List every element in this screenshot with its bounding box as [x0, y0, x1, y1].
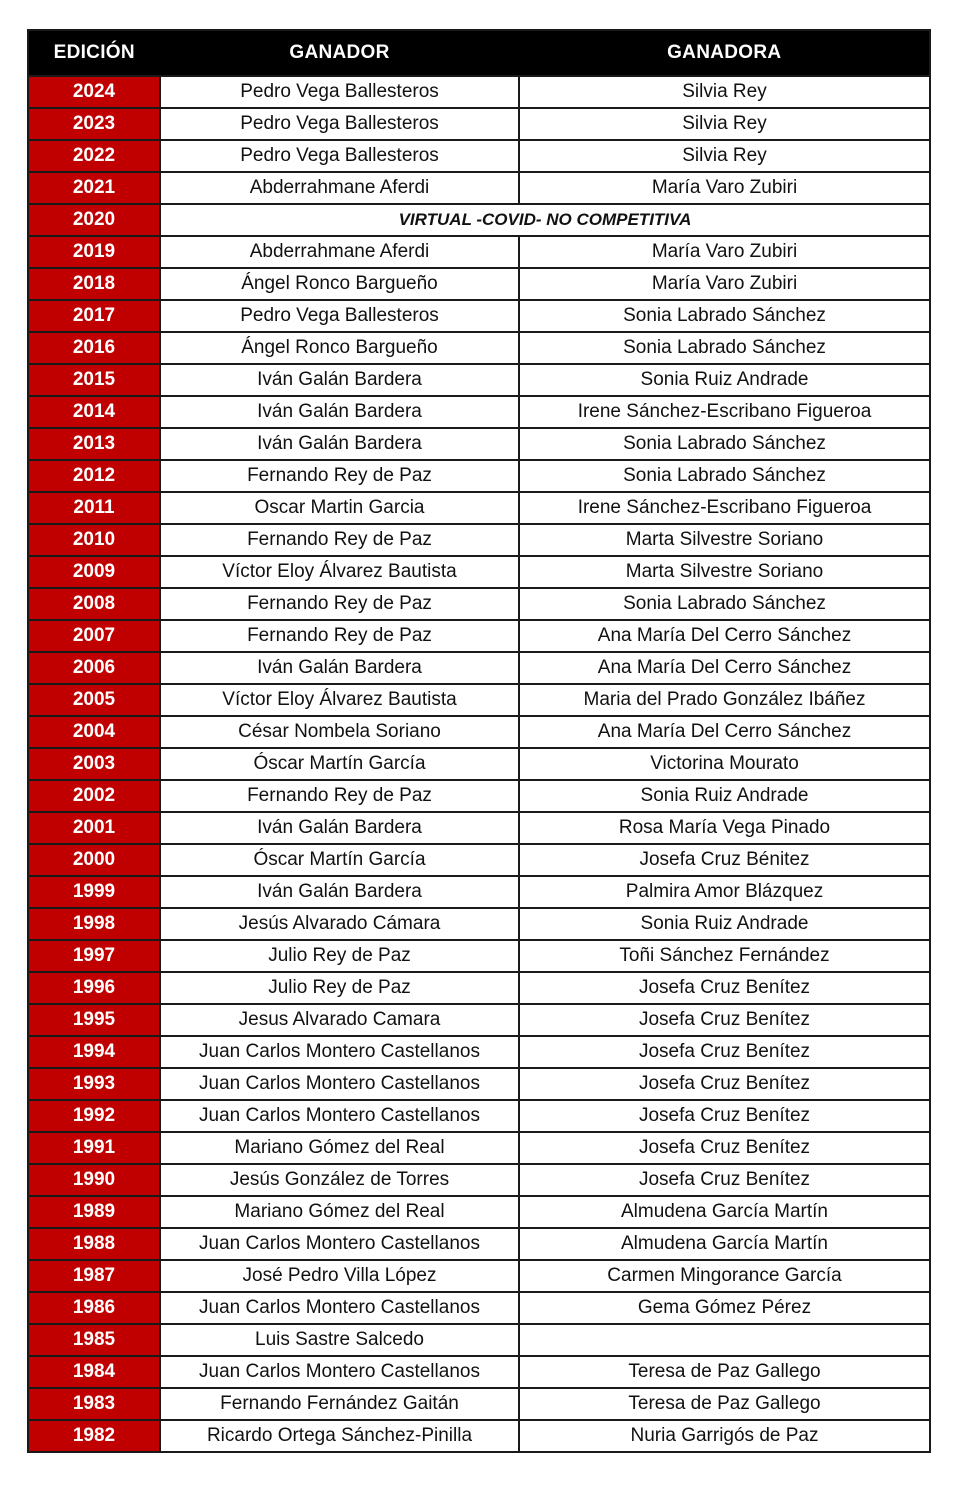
table-row [28, 1068, 930, 1100]
edition-year: 2003 [28, 748, 160, 780]
winner-female: Ana María Del Cerro Sánchez [519, 652, 930, 684]
edition-year: 2001 [28, 812, 160, 844]
edition-year: 1991 [28, 1132, 160, 1164]
table-row [28, 1292, 930, 1324]
winner-male: Fernando Rey de Paz [160, 780, 519, 812]
winner-male: Juan Carlos Montero Castellanos [160, 1100, 519, 1132]
winner-female: Maria del Prado González Ibáñez [519, 684, 930, 716]
edition-year: 2002 [28, 780, 160, 812]
winner-male: José Pedro Villa López [160, 1260, 519, 1292]
table-row [28, 172, 930, 204]
winner-female: Sonia Labrado Sánchez [519, 588, 930, 620]
winner-female: Victorina Mourato [519, 748, 930, 780]
winner-female: Teresa de Paz Gallego [519, 1388, 930, 1420]
winner-female: Marta Silvestre Soriano [519, 524, 930, 556]
table-row [28, 748, 930, 780]
table-row [28, 460, 930, 492]
winner-male: Fernando Fernández Gaitán [160, 1388, 519, 1420]
header-row [28, 30, 930, 76]
edition-year: 1987 [28, 1260, 160, 1292]
header-ganadora: GANADORA [519, 30, 930, 76]
edition-year: 2004 [28, 716, 160, 748]
header-ganador: GANADOR [160, 30, 519, 76]
edition-year: 1985 [28, 1324, 160, 1356]
winner-male: Fernando Rey de Paz [160, 620, 519, 652]
edition-year: 2022 [28, 140, 160, 172]
winner-male: Pedro Vega Ballesteros [160, 76, 519, 108]
table-row [28, 972, 930, 1004]
winner-female: Josefa Cruz Benítez [519, 1036, 930, 1068]
table-row [28, 620, 930, 652]
edition-year: 1997 [28, 940, 160, 972]
winner-female: Ana María Del Cerro Sánchez [519, 716, 930, 748]
table-row [28, 1260, 930, 1292]
edition-year: 2009 [28, 556, 160, 588]
edition-year: 2010 [28, 524, 160, 556]
winners-table [27, 29, 931, 1453]
winner-male: Jesús González de Torres [160, 1164, 519, 1196]
edition-note: VIRTUAL -COVID- NO COMPETITIVA [160, 204, 930, 236]
edition-year: 2019 [28, 236, 160, 268]
table-row [28, 1100, 930, 1132]
edition-year: 2005 [28, 684, 160, 716]
winner-male: Óscar Martín García [160, 748, 519, 780]
edition-year: 1986 [28, 1292, 160, 1324]
edition-year: 2020 [28, 204, 160, 236]
winner-female: Sonia Ruiz Andrade [519, 780, 930, 812]
table-row [28, 1324, 930, 1356]
edition-year: 1992 [28, 1100, 160, 1132]
winner-male: Iván Galán Bardera [160, 812, 519, 844]
winner-female: Marta Silvestre Soriano [519, 556, 930, 588]
winner-female: Sonia Ruiz Andrade [519, 364, 930, 396]
table-row [28, 524, 930, 556]
winner-female: Ana María Del Cerro Sánchez [519, 620, 930, 652]
table-row [28, 204, 930, 236]
edition-year: 1993 [28, 1068, 160, 1100]
winner-male: Juan Carlos Montero Castellanos [160, 1292, 519, 1324]
table-row [28, 780, 930, 812]
winner-female: Rosa María Vega Pinado [519, 812, 930, 844]
winner-male: Óscar Martín García [160, 844, 519, 876]
table-row [28, 492, 930, 524]
table-row [28, 140, 930, 172]
winner-female: Silvia Rey [519, 76, 930, 108]
table-row [28, 844, 930, 876]
winner-male: Fernando Rey de Paz [160, 460, 519, 492]
table-row [28, 1420, 930, 1452]
winner-female: Teresa de Paz Gallego [519, 1356, 930, 1388]
winner-male: Iván Galán Bardera [160, 364, 519, 396]
edition-year: 1984 [28, 1356, 160, 1388]
winner-male: Abderrahmane Aferdi [160, 236, 519, 268]
winner-male: Juan Carlos Montero Castellanos [160, 1228, 519, 1260]
winner-male: Jesus Alvarado Camara [160, 1004, 519, 1036]
table-row [28, 332, 930, 364]
table-row [28, 428, 930, 460]
winner-male: Juan Carlos Montero Castellanos [160, 1356, 519, 1388]
table-row [28, 716, 930, 748]
table-row [28, 556, 930, 588]
winner-male: Julio Rey de Paz [160, 972, 519, 1004]
table-row [28, 1132, 930, 1164]
edition-year: 1995 [28, 1004, 160, 1036]
winner-female: Josefa Cruz Benítez [519, 1164, 930, 1196]
winner-female: Toñi Sánchez Fernández [519, 940, 930, 972]
table-row [28, 1196, 930, 1228]
table-body [28, 76, 930, 1452]
winner-female: Sonia Labrado Sánchez [519, 460, 930, 492]
winner-male: Ángel Ronco Bargueño [160, 332, 519, 364]
winner-male: Julio Rey de Paz [160, 940, 519, 972]
winner-male: Mariano Gómez del Real [160, 1132, 519, 1164]
winner-male: Luis Sastre Salcedo [160, 1324, 519, 1356]
winner-male: Iván Galán Bardera [160, 652, 519, 684]
winner-female: Sonia Ruiz Andrade [519, 908, 930, 940]
edition-year: 2007 [28, 620, 160, 652]
table-row [28, 76, 930, 108]
edition-year: 2017 [28, 300, 160, 332]
edition-year: 1998 [28, 908, 160, 940]
table-row [28, 908, 930, 940]
table-row [28, 940, 930, 972]
winner-female: Sonia Labrado Sánchez [519, 300, 930, 332]
winner-female: Josefa Cruz Benítez [519, 1068, 930, 1100]
winner-female: Josefa Cruz Benítez [519, 1004, 930, 1036]
winner-male: Ricardo Ortega Sánchez-Pinilla [160, 1420, 519, 1452]
table-row [28, 1164, 930, 1196]
edition-year: 1999 [28, 876, 160, 908]
winner-female: Sonia Labrado Sánchez [519, 332, 930, 364]
winner-male: Iván Galán Bardera [160, 876, 519, 908]
winner-female: Josefa Cruz Benítez [519, 1100, 930, 1132]
winner-female: Josefa Cruz Benítez [519, 972, 930, 1004]
winner-female: Almudena García Martín [519, 1196, 930, 1228]
winner-female: Nuria Garrigós de Paz [519, 1420, 930, 1452]
winner-male: Mariano Gómez del Real [160, 1196, 519, 1228]
winner-male: Víctor Eloy Álvarez Bautista [160, 684, 519, 716]
edition-year: 2014 [28, 396, 160, 428]
winner-male: César Nombela Soriano [160, 716, 519, 748]
winner-male: Iván Galán Bardera [160, 396, 519, 428]
winner-female: Almudena García Martín [519, 1228, 930, 1260]
header-edicion: EDICIÓN [28, 30, 160, 76]
edition-year: 2023 [28, 108, 160, 140]
table-row [28, 1388, 930, 1420]
edition-year: 2013 [28, 428, 160, 460]
winner-female: Gema Gómez Pérez [519, 1292, 930, 1324]
winner-male: Fernando Rey de Paz [160, 524, 519, 556]
edition-year: 2011 [28, 492, 160, 524]
winner-female: Josefa Cruz Bénitez [519, 844, 930, 876]
table-row [28, 236, 930, 268]
table-row [28, 108, 930, 140]
winner-male: Jesús Alvarado Cámara [160, 908, 519, 940]
edition-year: 2008 [28, 588, 160, 620]
table-row [28, 684, 930, 716]
winner-female: Sonia Labrado Sánchez [519, 428, 930, 460]
edition-year: 2012 [28, 460, 160, 492]
edition-year: 1988 [28, 1228, 160, 1260]
edition-year: 1990 [28, 1164, 160, 1196]
winner-male: Iván Galán Bardera [160, 428, 519, 460]
winner-male: Fernando Rey de Paz [160, 588, 519, 620]
table-row [28, 876, 930, 908]
winner-female: Silvia Rey [519, 140, 930, 172]
edition-year: 2024 [28, 76, 160, 108]
winner-female: Carmen Mingorance García [519, 1260, 930, 1292]
edition-year: 1994 [28, 1036, 160, 1068]
winner-male: Oscar Martin Garcia [160, 492, 519, 524]
winner-female: Palmira Amor Blázquez [519, 876, 930, 908]
table-row [28, 812, 930, 844]
edition-year: 1996 [28, 972, 160, 1004]
table-row [28, 396, 930, 428]
table-row [28, 652, 930, 684]
winner-male: Ángel Ronco Bargueño [160, 268, 519, 300]
table-row [28, 1004, 930, 1036]
edition-year: 1982 [28, 1420, 160, 1452]
winner-female: Silvia Rey [519, 108, 930, 140]
table-row [28, 1036, 930, 1068]
winner-male: Juan Carlos Montero Castellanos [160, 1068, 519, 1100]
edition-year: 1989 [28, 1196, 160, 1228]
edition-year: 2000 [28, 844, 160, 876]
table-row [28, 364, 930, 396]
winner-male: Juan Carlos Montero Castellanos [160, 1036, 519, 1068]
winner-female [519, 1324, 930, 1356]
winner-female: Irene Sánchez-Escribano Figueroa [519, 396, 930, 428]
winner-male: Pedro Vega Ballesteros [160, 300, 519, 332]
edition-year: 2018 [28, 268, 160, 300]
table-row [28, 268, 930, 300]
edition-year: 2015 [28, 364, 160, 396]
edition-year: 2016 [28, 332, 160, 364]
table-row [28, 1228, 930, 1260]
edition-year: 2006 [28, 652, 160, 684]
winner-female: María Varo Zubiri [519, 236, 930, 268]
winner-male: Pedro Vega Ballesteros [160, 108, 519, 140]
table-row [28, 300, 930, 332]
winner-female: Josefa Cruz Benítez [519, 1132, 930, 1164]
winner-female: Irene Sánchez-Escribano Figueroa [519, 492, 930, 524]
edition-year: 2021 [28, 172, 160, 204]
winner-male: Víctor Eloy Álvarez Bautista [160, 556, 519, 588]
winner-female: María Varo Zubiri [519, 172, 930, 204]
table-row [28, 588, 930, 620]
winner-male: Pedro Vega Ballesteros [160, 140, 519, 172]
winner-female: María Varo Zubiri [519, 268, 930, 300]
edition-year: 1983 [28, 1388, 160, 1420]
winner-male: Abderrahmane Aferdi [160, 172, 519, 204]
table-row [28, 1356, 930, 1388]
